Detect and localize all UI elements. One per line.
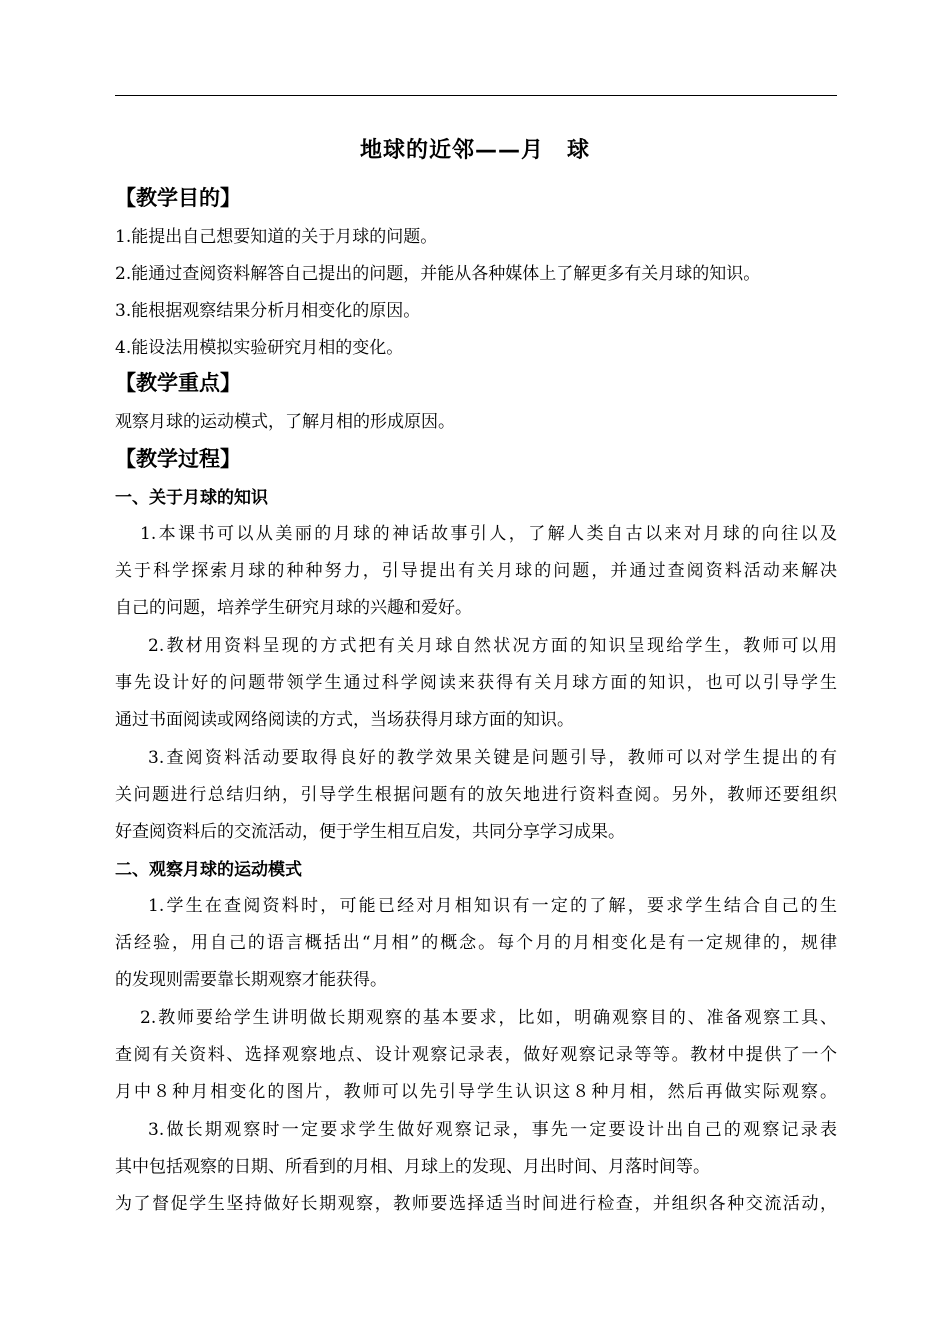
paragraph-line: 月中８种月相变化的图片，教师可以先引导学生认识这８种月相，然后再做实际观察。 [115,1082,837,1102]
part1-heading: 一、关于月球的知识 [115,488,268,508]
paragraph-line: 3.查阅资料活动要取得良好的教学效果关键是问题引导，教师可以对学生提出的有 [148,748,837,768]
paragraph-line: 2.教材用资料呈现的方式把有关月球自然状况方面的知识呈现给学生，教师可以用 [148,636,837,656]
paragraph-line: 1.本课书可以从美丽的月球的神话故事引人，了解人类自古以来对月球的向往以及 [140,524,837,544]
paragraph-line: 好查阅资料后的交流活动，便于学生相互启发，共同分享学习成果。 [115,822,625,842]
objective-item: 4.能设法用模拟实验研究月相的变化。 [115,338,404,358]
paragraph-line: 通过书面阅读或网络阅读的方式，当场获得月球方面的知识。 [115,710,574,730]
paragraph-line: 为了督促学生坚持做好长期观察，教师要选择适当时间进行检查，并组织各种交流活动， [115,1194,837,1214]
paragraph-line: 事先设计好的问题带领学生通过科学阅读来获得有关月球方面的知识，也可以引导学生 [115,673,837,693]
paragraph-line: 查阅有关资料、选择观察地点、设计观察记录表，做好观察记录等等。教材中提供了一个 [115,1045,837,1065]
header-rule [115,95,837,96]
process-heading: 【教学过程】 [115,447,241,471]
objective-item: 1.能提出自己想要知道的关于月球的问题。 [115,227,438,247]
page-title: 地球的近邻——月 球 [359,138,590,163]
focus-text: 观察月球的运动模式，了解月相的形成原因。 [115,412,455,432]
part2-heading: 二、观察月球的运动模式 [115,860,302,880]
paragraph-line: 2.教师要给学生讲明做长期观察的基本要求，比如，明确观察目的、准备观察工具、 [140,1008,837,1028]
paragraph-line: 关于科学探索月球的种种努力，引导提出有关月球的问题，并通过查阅资料活动来解决 [115,561,837,581]
paragraph-line: 活经验，用自己的语言概括出“月相”的概念。每个月的月相变化是有一定规律的，规律 [115,933,837,953]
paragraph-line: 3.做长期观察时一定要求学生做好观察记录，事先一定要设计出自己的观察记录表 [148,1120,837,1140]
paragraph-line: 关问题进行总结归纳，引导学生根据问题有的放矢地进行资料查阅。另外，教师还要组织 [115,785,837,805]
objectives-heading: 【教学目的】 [115,186,241,210]
focus-heading: 【教学重点】 [115,371,241,395]
paragraph-line: 1.学生在查阅资料时，可能已经对月相知识有一定的了解，要求学生结合自己的生 [148,896,837,916]
paragraph-line: 自己的问题，培养学生研究月球的兴趣和爱好。 [115,598,472,618]
objective-item: 2.能通过查阅资料解答自己提出的问题，并能从各种媒体上了解更多有关月球的知识。 [115,264,761,284]
objective-item: 3.能根据观察结果分析月相变化的原因。 [115,301,421,321]
paragraph-line: 的发现则需要靠长期观察才能获得。 [115,970,387,990]
paragraph-line: 其中包括观察的日期、所看到的月相、月球上的发现、月出时间、月落时间等。 [115,1157,710,1177]
